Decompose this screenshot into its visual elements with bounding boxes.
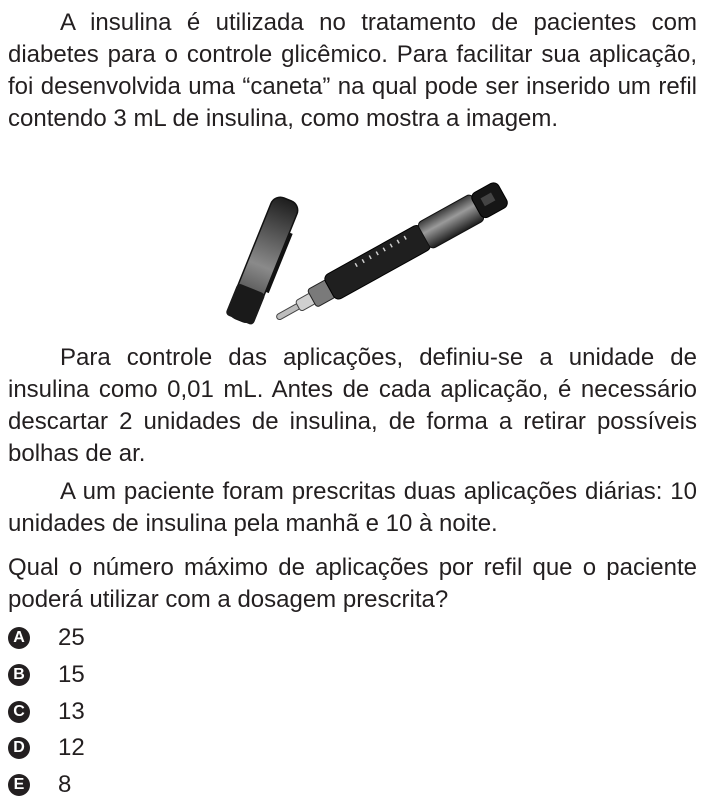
paragraph-intro: A insulina é utilizada no tratamento de pacientes com diabetes para o controle glicêmico. Para facilitar sua aplicação, foi desenvolvida uma “caneta” na qual pode ser inserido um refil contendo 3 mL de insulina, como mostra a imagem. (8, 9, 697, 132)
option-text: 13 (58, 697, 85, 725)
option-text: 8 (58, 771, 72, 799)
answer-options (8, 626, 85, 810)
option-text: 15 (58, 660, 85, 688)
pen-cap (225, 194, 302, 326)
option-a[interactable] (8, 626, 85, 650)
option-letter-badge: D (8, 737, 30, 759)
pen-body (270, 180, 510, 331)
option-letter-badge: B (8, 664, 30, 686)
option-text: 25 (58, 624, 85, 651)
option-e[interactable] (8, 773, 85, 797)
option-letter-badge: A (8, 627, 30, 649)
insulin-pen-icon (195, 160, 525, 335)
option-letter-badge: C (8, 701, 30, 723)
question-prompt: Qual o número máximo de aplicações por refil que o paciente poderá utilizar com a dosagem prescrita? (8, 554, 697, 613)
option-text: 12 (58, 734, 85, 762)
option-c[interactable] (8, 697, 85, 725)
paragraph-unit-definition: Para controle das aplicações, definiu-se a unidade de insulina como 0,01 mL. Antes de cada aplicação, é necessário descartar 2 unidades de insulina, de forma a retirar possíveis bolhas de ar. (8, 344, 697, 467)
paragraph-prescription: A um paciente foram prescritas duas aplicações diárias: 10 unidades de insulina pela manhã e 10 à noite. (8, 478, 697, 537)
option-letter-badge: E (8, 774, 30, 796)
option-d[interactable] (8, 736, 85, 760)
option-b[interactable] (8, 660, 85, 688)
